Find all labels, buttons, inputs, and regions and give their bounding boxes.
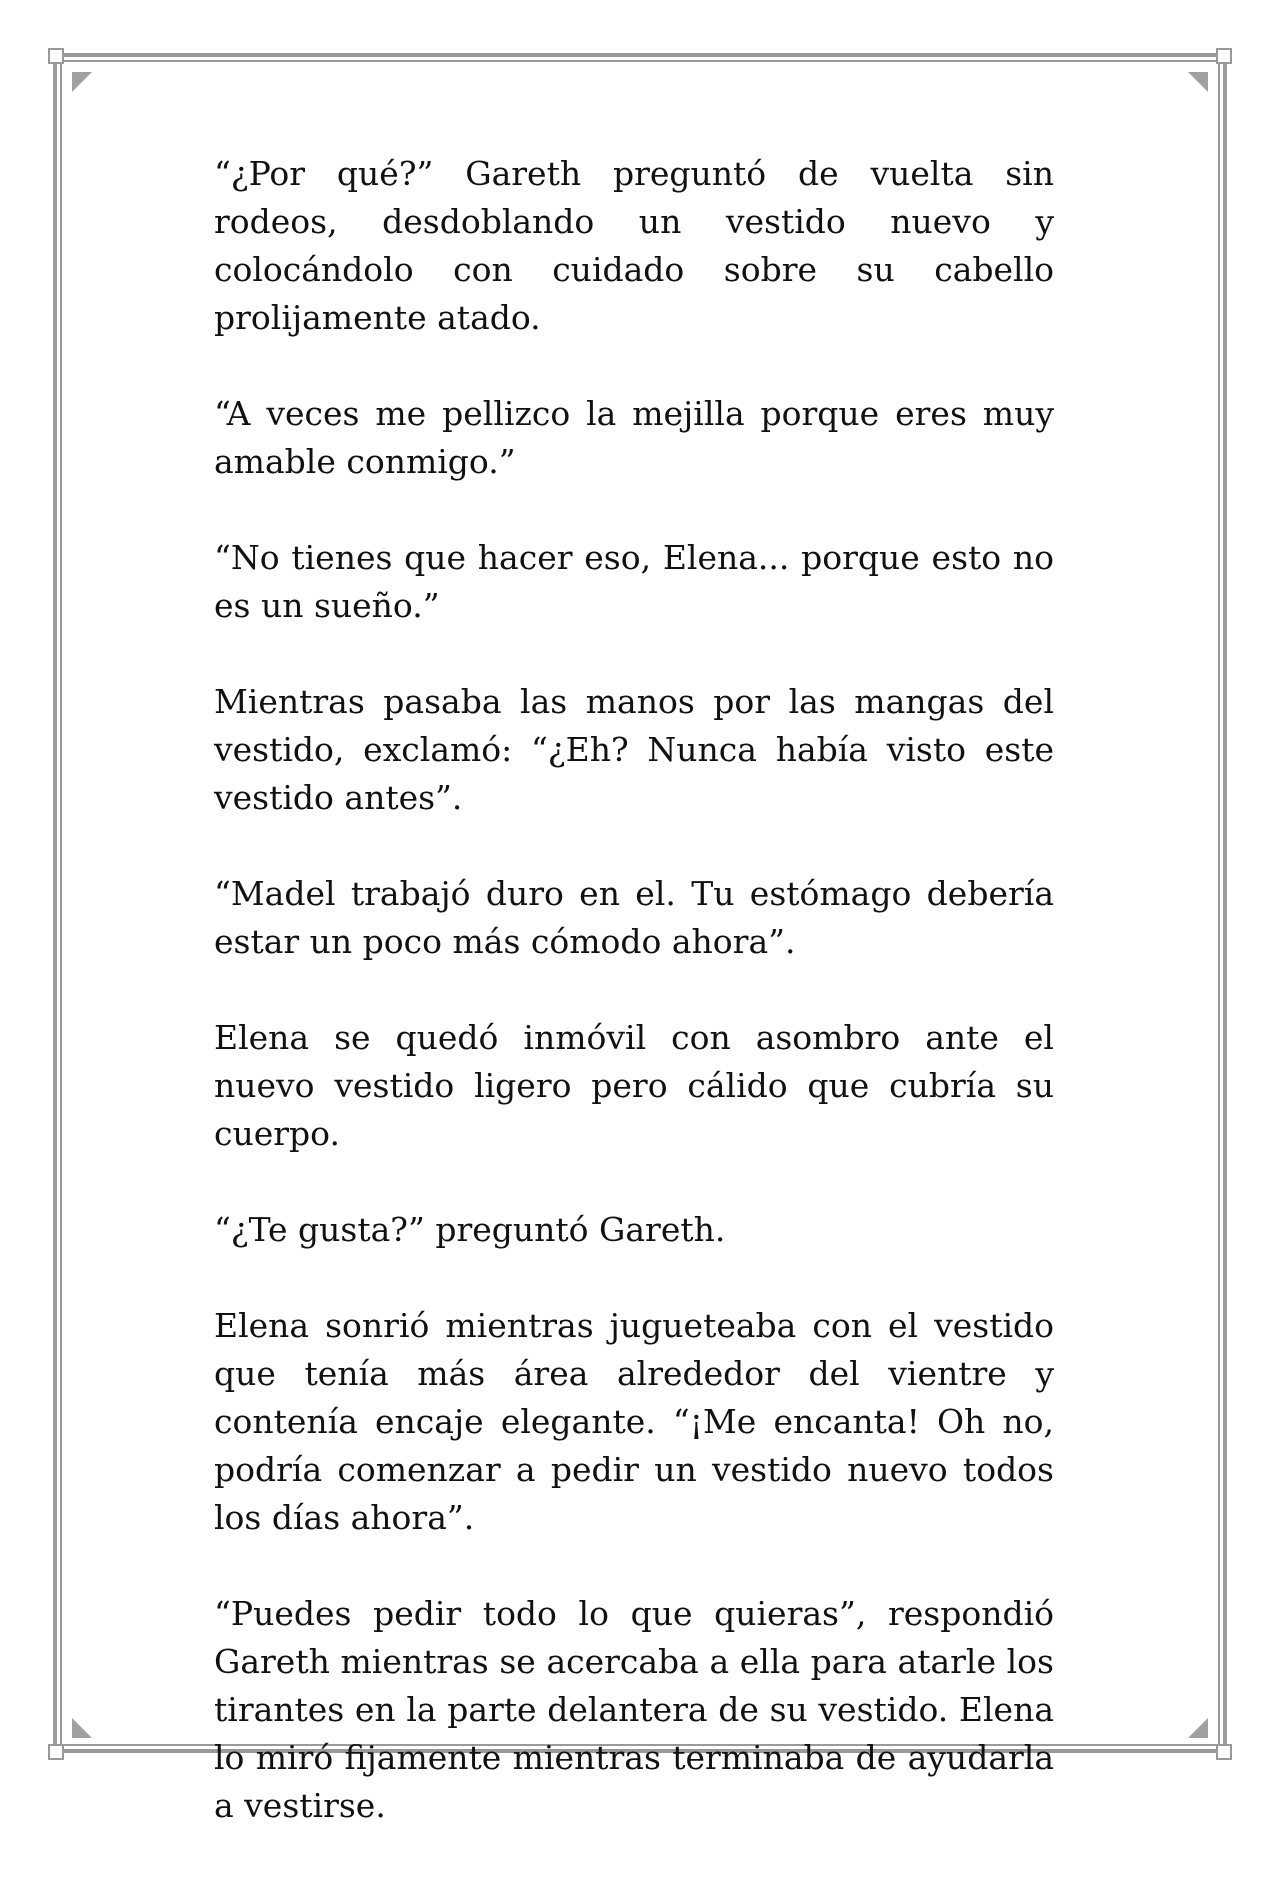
corner-square-icon	[1217, 1745, 1231, 1759]
paragraph: “¿Por qué?” Gareth preguntó de vuelta sin rodeos, desdoblando un vestido nuevo y colocándolo con cuidado sobre su cabello prolijamente atado.	[214, 154, 1054, 337]
corner-triangle-icon	[1188, 72, 1208, 92]
corner-square-icon	[49, 49, 63, 63]
paragraph: Elena se quedó inmóvil con asombro ante el nuevo vestido ligero pero cálido que cubría su cuerpo.	[214, 1018, 1054, 1153]
paragraph: “Madel trabajó duro en el. Tu estómago debería estar un poco más cómodo ahora”.	[214, 874, 1054, 961]
corner-square-icon	[49, 1745, 63, 1759]
corner-square-icon	[1217, 49, 1231, 63]
paragraph: “Puedes pedir todo lo que quieras”, respondió Gareth mientras se acercaba a ella para atarle los tirantes en la parte delantera de su vestido. Elena lo miró fijamente mientras terminaba de ayudarla a vestirse.	[214, 1594, 1054, 1825]
corner-triangle-icon	[72, 72, 92, 92]
paragraph: “A veces me pellizco la mejilla porque eres muy amable conmigo.”	[214, 394, 1054, 481]
corner-triangle-icon	[72, 1718, 92, 1738]
corner-triangle-icon	[1188, 1718, 1208, 1738]
paragraph: “No tienes que hacer eso, Elena... porque esto no es un sueño.”	[214, 538, 1054, 625]
paragraph: Elena sonrió mientras jugueteaba con el vestido que tenía más área alrededor del vientre y contenía encaje elegante. “¡Me encanta! Oh no, podría comenzar a pedir un vestido nuevo todos los días ahora”.	[214, 1306, 1054, 1537]
paragraph: “¿Te gusta?” preguntó Gareth.	[214, 1210, 726, 1249]
document-body	[214, 150, 1054, 1878]
paragraph: Mientras pasaba las manos por las mangas del vestido, exclamó: “¿Eh? Nunca había visto este vestido antes”.	[214, 682, 1054, 817]
